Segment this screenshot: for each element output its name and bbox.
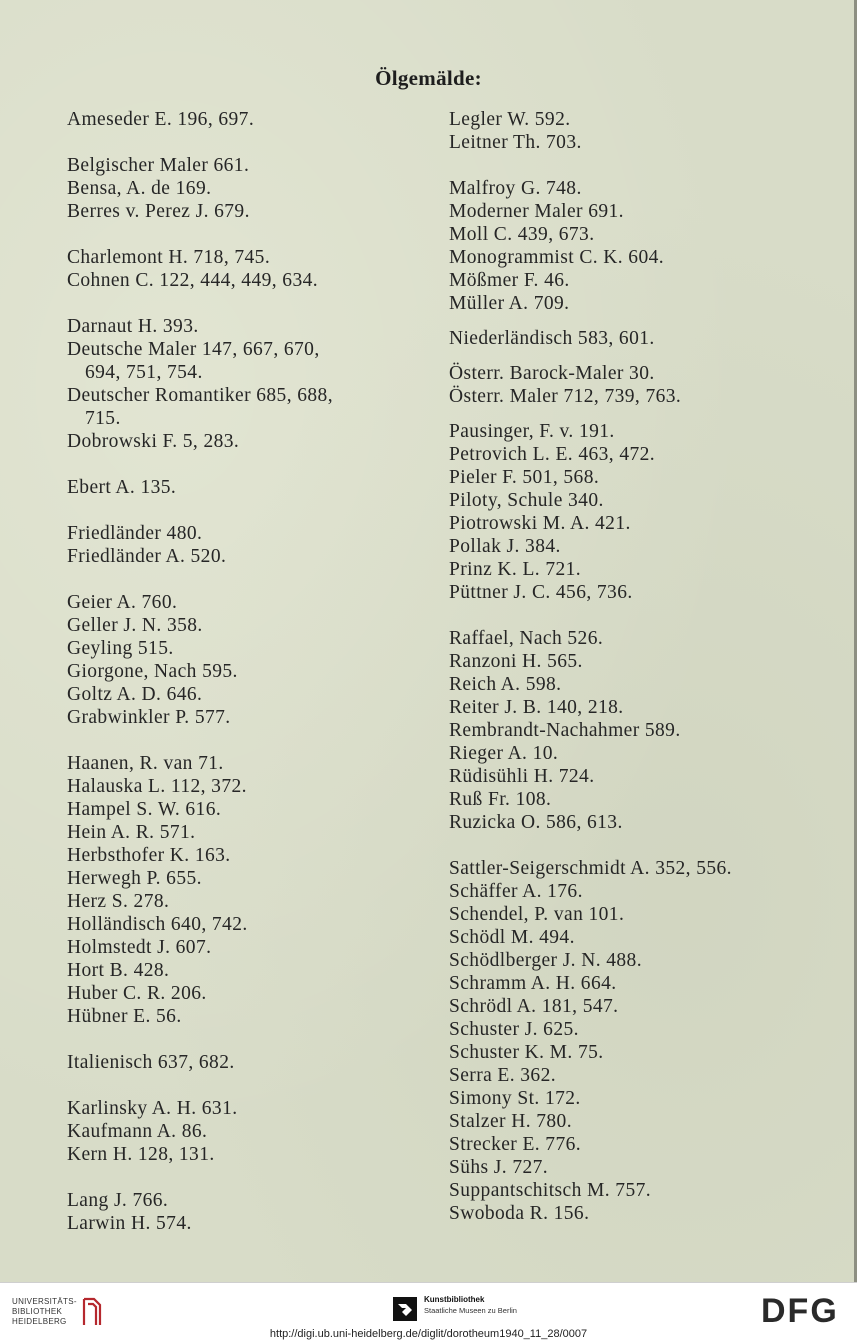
index-entry: Ebert A. 135.: [67, 477, 177, 498]
index-entry: Prinz K. L. 721.: [449, 559, 582, 580]
entry-spacer: [67, 1074, 427, 1097]
index-entry: Geyling 515.: [67, 638, 174, 659]
index-entry: Stalzer H. 780.: [449, 1111, 572, 1132]
index-entry: Kern H. 128, 131.: [67, 1144, 215, 1165]
index-entry-continuation: 694, 751, 754.: [85, 362, 203, 383]
index-entry: Ruß Fr. 108.: [449, 789, 552, 810]
index-entry: Ranzoni H. 565.: [449, 651, 583, 672]
index-entry: Rembrandt-Nachahmer 589.: [449, 720, 681, 741]
index-entry: Dobrowski F. 5, 283.: [67, 431, 240, 452]
index-entry: Berres v. Perez J. 679.: [67, 201, 250, 222]
index-entry: Hein A. R. 571.: [67, 822, 196, 843]
index-entry: Malfroy G. 748.: [449, 178, 582, 199]
kunstbibliothek-logo-icon[interactable]: [392, 1296, 418, 1322]
index-entry: Schödlberger J. N. 488.: [449, 950, 642, 971]
index-entry: Niederländisch 583, 601.: [449, 328, 655, 349]
index-entry: Herwegh P. 655.: [67, 868, 202, 889]
index-entry: Simony St. 172.: [449, 1088, 581, 1109]
index-entry: Deutsche Maler 147, 667, 670,: [67, 339, 320, 360]
entry-spacer: [67, 223, 427, 246]
entry-spacer: [449, 604, 829, 627]
index-entry: Cohnen C. 122, 444, 449, 634.: [67, 270, 319, 291]
index-entry: Piloty, Schule 340.: [449, 490, 604, 511]
index-entry: Deutscher Romantiker 685, 688,: [67, 385, 333, 406]
index-entry: Swoboda R. 156.: [449, 1203, 590, 1224]
index-entry: Piotrowski M. A. 421.: [449, 513, 631, 534]
index-entry: Rieger A. 10.: [449, 743, 559, 764]
entry-spacer: [449, 834, 829, 857]
index-entry: Belgischer Maler 661.: [67, 155, 250, 176]
index-entry: Goltz A. D. 646.: [67, 684, 203, 705]
index-column-left: [67, 108, 427, 1235]
kunstbibliothek-subtitle: Staatliche Museen zu Berlin: [424, 1306, 517, 1315]
index-entry: Holmstedt J. 607.: [67, 937, 212, 958]
index-entry: Petrovich L. E. 463, 472.: [449, 444, 656, 465]
dfg-logo[interactable]: DFG: [761, 1292, 839, 1330]
index-entry: Schuster K. M. 75.: [449, 1042, 604, 1063]
index-entry: Moll C. 439, 673.: [449, 224, 595, 245]
entry-spacer: [67, 568, 427, 591]
index-entry: Rüdisühli H. 724.: [449, 766, 595, 787]
entry-spacer: [67, 292, 427, 315]
page-url[interactable]: http://digi.ub.uni-heidelberg.de/diglit/dorotheum1940_11_28/0007: [269, 1328, 588, 1340]
index-entry: Herz S. 278.: [67, 891, 170, 912]
index-entry: Giorgone, Nach 595.: [67, 661, 238, 682]
index-entry: Moderner Maler 691.: [449, 201, 624, 222]
index-entry: Friedländer A. 520.: [67, 546, 227, 567]
entry-spacer: [67, 499, 427, 522]
index-entry: Lang J. 766.: [67, 1190, 169, 1211]
index-entry: Raffael, Nach 526.: [449, 628, 604, 649]
index-entry: Holländisch 640, 742.: [67, 914, 248, 935]
index-entry: Larwin H. 574.: [67, 1213, 192, 1234]
index-entry: Österr. Maler 712, 739, 763.: [449, 386, 682, 407]
ub-line: BIBLIOTHEK: [12, 1307, 63, 1316]
index-entry: Kaufmann A. 86.: [67, 1121, 208, 1142]
index-entry: Püttner J. C. 456, 736.: [449, 582, 633, 603]
index-entry: Schramm A. H. 664.: [449, 973, 617, 994]
index-entry: Reiter J. B. 140, 218.: [449, 697, 624, 718]
index-entry: Sattler-Seigerschmidt A. 352, 556.: [449, 858, 732, 879]
index-entry: Grabwinkler P. 577.: [67, 707, 231, 728]
index-entry: Friedländer 480.: [67, 523, 203, 544]
footer-bar: [0, 1282, 857, 1343]
index-entry: Monogrammist C. K. 604.: [449, 247, 665, 268]
index-entry: Halauska L. 112, 372.: [67, 776, 247, 797]
entry-spacer: [449, 154, 829, 177]
index-entry: Österr. Barock-Maler 30.: [449, 363, 655, 384]
index-entry: Strecker E. 776.: [449, 1134, 582, 1155]
index-entry: Hort B. 428.: [67, 960, 170, 981]
ub-line: UNIVERSITÄTS-: [12, 1297, 77, 1306]
index-entry: Reich A. 598.: [449, 674, 562, 695]
entry-spacer: [67, 729, 427, 752]
ub-line: HEIDELBERG: [12, 1317, 67, 1326]
index-entry: Suppantschitsch M. 757.: [449, 1180, 652, 1201]
index-entry: Huber C. R. 206.: [67, 983, 207, 1004]
index-entry: Ruzicka O. 586, 613.: [449, 812, 623, 833]
index-entry: Pausinger, F. v. 191.: [449, 421, 615, 442]
entry-spacer: [67, 1166, 427, 1189]
index-entry: Haanen, R. van 71.: [67, 753, 224, 774]
index-entry-continuation: 715.: [85, 408, 121, 429]
entry-spacer: [67, 453, 427, 476]
page-title: Ölgemälde:: [375, 66, 482, 90]
index-entry: Darnaut H. 393.: [67, 316, 199, 337]
index-entry: Herbsthofer K. 163.: [67, 845, 231, 866]
entry-spacer: [67, 1028, 427, 1051]
index-entry: Mößmer F. 46.: [449, 270, 570, 291]
index-entry: Hübner E. 56.: [67, 1006, 182, 1027]
index-entry: Pieler F. 501, 568.: [449, 467, 600, 488]
index-entry: Müller A. 709.: [449, 293, 570, 314]
index-entry: Ameseder E. 196, 697.: [67, 109, 255, 130]
entry-spacer: [449, 350, 829, 362]
index-entry: Serra E. 362.: [449, 1065, 557, 1086]
index-entry: Charlemont H. 718, 745.: [67, 247, 271, 268]
index-entry: Leitner Th. 703.: [449, 132, 582, 153]
ub-heidelberg-label[interactable]: [12, 1297, 77, 1327]
index-entry: Legler W. 592.: [449, 109, 571, 130]
index-entry: Italienisch 637, 682.: [67, 1052, 235, 1073]
index-entry: Schäffer A. 176.: [449, 881, 583, 902]
index-entry: Pollak J. 384.: [449, 536, 561, 557]
index-entry: Sühs J. 727.: [449, 1157, 549, 1178]
index-entry: Schendel, P. van 101.: [449, 904, 625, 925]
index-entry: Schödl M. 494.: [449, 927, 575, 948]
index-entry: Schrödl A. 181, 547.: [449, 996, 619, 1017]
ub-heidelberg-logo-icon[interactable]: [80, 1295, 104, 1329]
index-entry: Karlinsky A. H. 631.: [67, 1098, 238, 1119]
index-entry: Geier A. 760.: [67, 592, 178, 613]
entry-spacer: [449, 315, 829, 327]
kunstbibliothek-name: Kunstbibliothek: [424, 1295, 485, 1304]
index-column-right: [449, 108, 829, 1225]
index-entry: Hampel S. W. 616.: [67, 799, 222, 820]
index-entry: Geller J. N. 358.: [67, 615, 203, 636]
index-entry: Bensa, A. de 169.: [67, 178, 212, 199]
entry-spacer: [449, 408, 829, 420]
index-entry: Schuster J. 625.: [449, 1019, 579, 1040]
entry-spacer: [67, 131, 427, 154]
